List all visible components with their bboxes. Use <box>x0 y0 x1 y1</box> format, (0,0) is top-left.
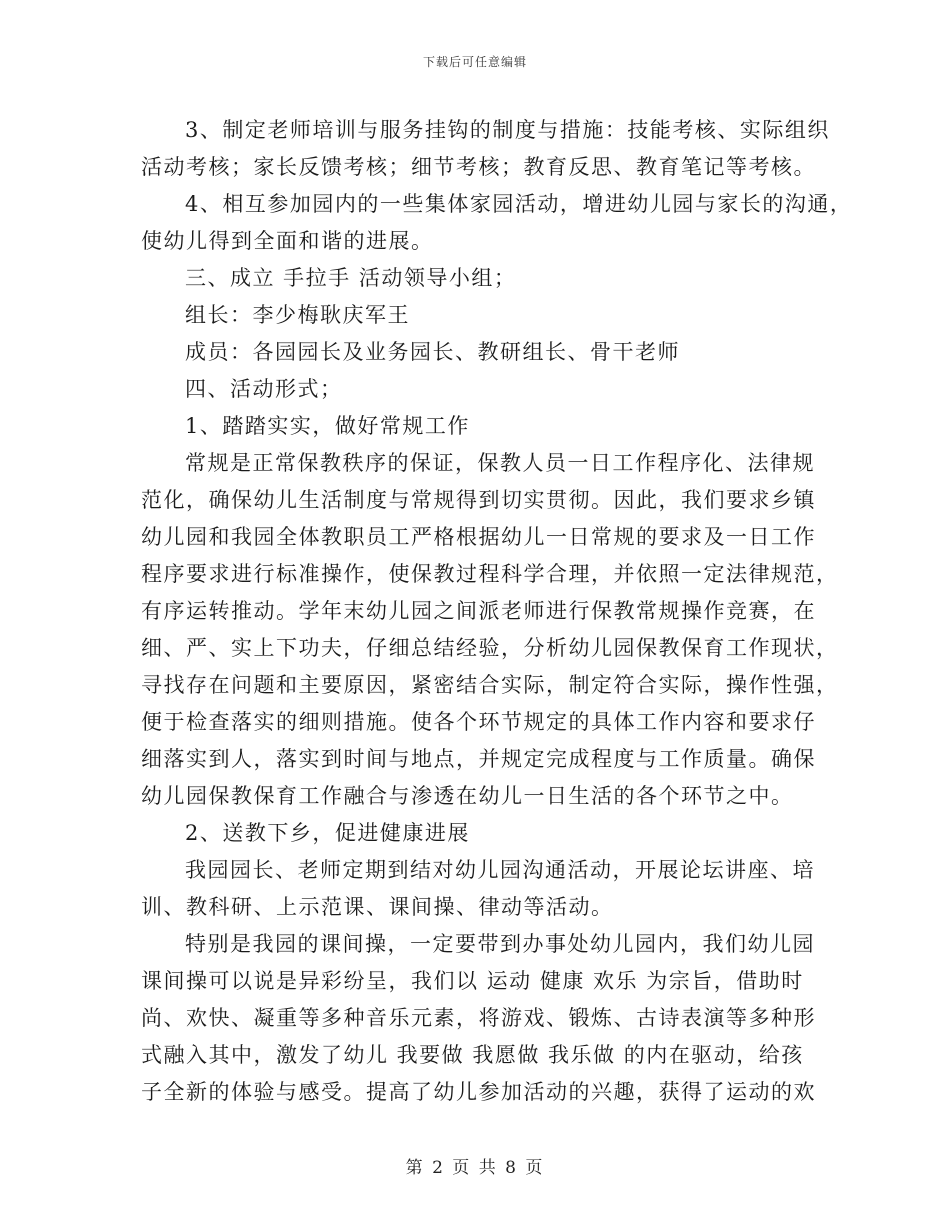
paragraph-line: 课间操可以说是异彩纷呈，我们以 运动 健康 欢乐 为宗旨，借助时 <box>141 969 804 993</box>
paragraph-line: 子全新的体验与感受。提高了幼儿参加活动的兴趣，获得了运动的欢 <box>141 1080 816 1104</box>
header-note: 下载后可任意编辑 <box>422 55 527 69</box>
paragraph-line: 尚、欢快、凝重等多种音乐元素，将游戏、锻炼、古诗表演等多种形 <box>141 1006 816 1030</box>
page-number: 第 2 页 共 8 页 <box>405 1158 545 1178</box>
paragraph-line: 细、严、实上下功夫，仔细总结经验，分析幼儿园保教保育工作现状， <box>141 636 839 660</box>
paragraph-line: 3、制定老师培训与服务挂钩的制度与措施：技能考核、实际组织 <box>185 118 830 142</box>
paragraph-line: 幼儿园保教保育工作融合与渗透在幼儿一日生活的各个环节之中。 <box>141 784 794 808</box>
paragraph-line: 便于检查落实的细则措施。使各个环节规定的具体工作内容和要求仔 <box>141 710 816 734</box>
subsection-heading: 2、送教下乡，促进健康进展 <box>185 821 470 845</box>
paragraph-line: 式融入其中，激发了幼儿 我要做 我愿做 我乐做 的内在驱动，给孩 <box>141 1043 804 1067</box>
paragraph-line: 成员：各园园长及业务园长、教研组长、骨干老师 <box>185 340 680 364</box>
paragraph-line: 组长：李少梅耿庆军王 <box>185 303 410 327</box>
paragraph-line: 特别是我园的课间操，一定要带到办事处幼儿园内，我们幼儿园 <box>185 932 815 956</box>
document-body <box>141 112 853 1111</box>
paragraph-line: 我园园长、老师定期到结对幼儿园沟通活动，开展论坛讲座、培 <box>185 858 815 882</box>
paragraph-line: 幼儿园和我园全体教职员工严格根据幼儿一日常规的要求及一日工作 <box>141 525 816 549</box>
section-heading: 四、活动形式； <box>185 377 343 401</box>
paragraph-line: 范化，确保幼儿生活制度与常规得到切实贯彻。因此，我们要求乡镇 <box>141 488 816 512</box>
paragraph-line: 4、相互参加园内的一些集体家园活动，增进幼儿园与家长的沟通， <box>185 192 853 216</box>
paragraph-line: 寻找存在问题和主要原因，紧密结合实际，制定符合实际，操作性强， <box>141 673 839 697</box>
section-heading: 三、成立 手拉手 活动领导小组； <box>185 266 517 290</box>
paragraph-line: 程序要求进行标准操作，使保教过程科学合理，并依照一定法律规范， <box>141 562 839 586</box>
paragraph-line: 常规是正常保教秩序的保证，保教人员一日工作程序化、法律规 <box>185 451 815 475</box>
paragraph-line: 使幼儿得到全面和谐的进展。 <box>141 229 434 253</box>
subsection-heading: 1、踏踏实实，做好常规工作 <box>185 414 470 438</box>
paragraph-line: 有序运转推动。学年末幼儿园之间派老师进行保教常规操作竞赛，在 <box>141 599 816 623</box>
paragraph-line: 细落实到人，落实到时间与地点，并规定完成程度与工作质量。确保 <box>141 747 816 771</box>
paragraph-line: 训、教科研、上示范课、课间操、律动等活动。 <box>141 895 614 919</box>
paragraph-line: 活动考核；家长反馈考核；细节考核；教育反思、教育笔记等考核。 <box>141 155 816 179</box>
